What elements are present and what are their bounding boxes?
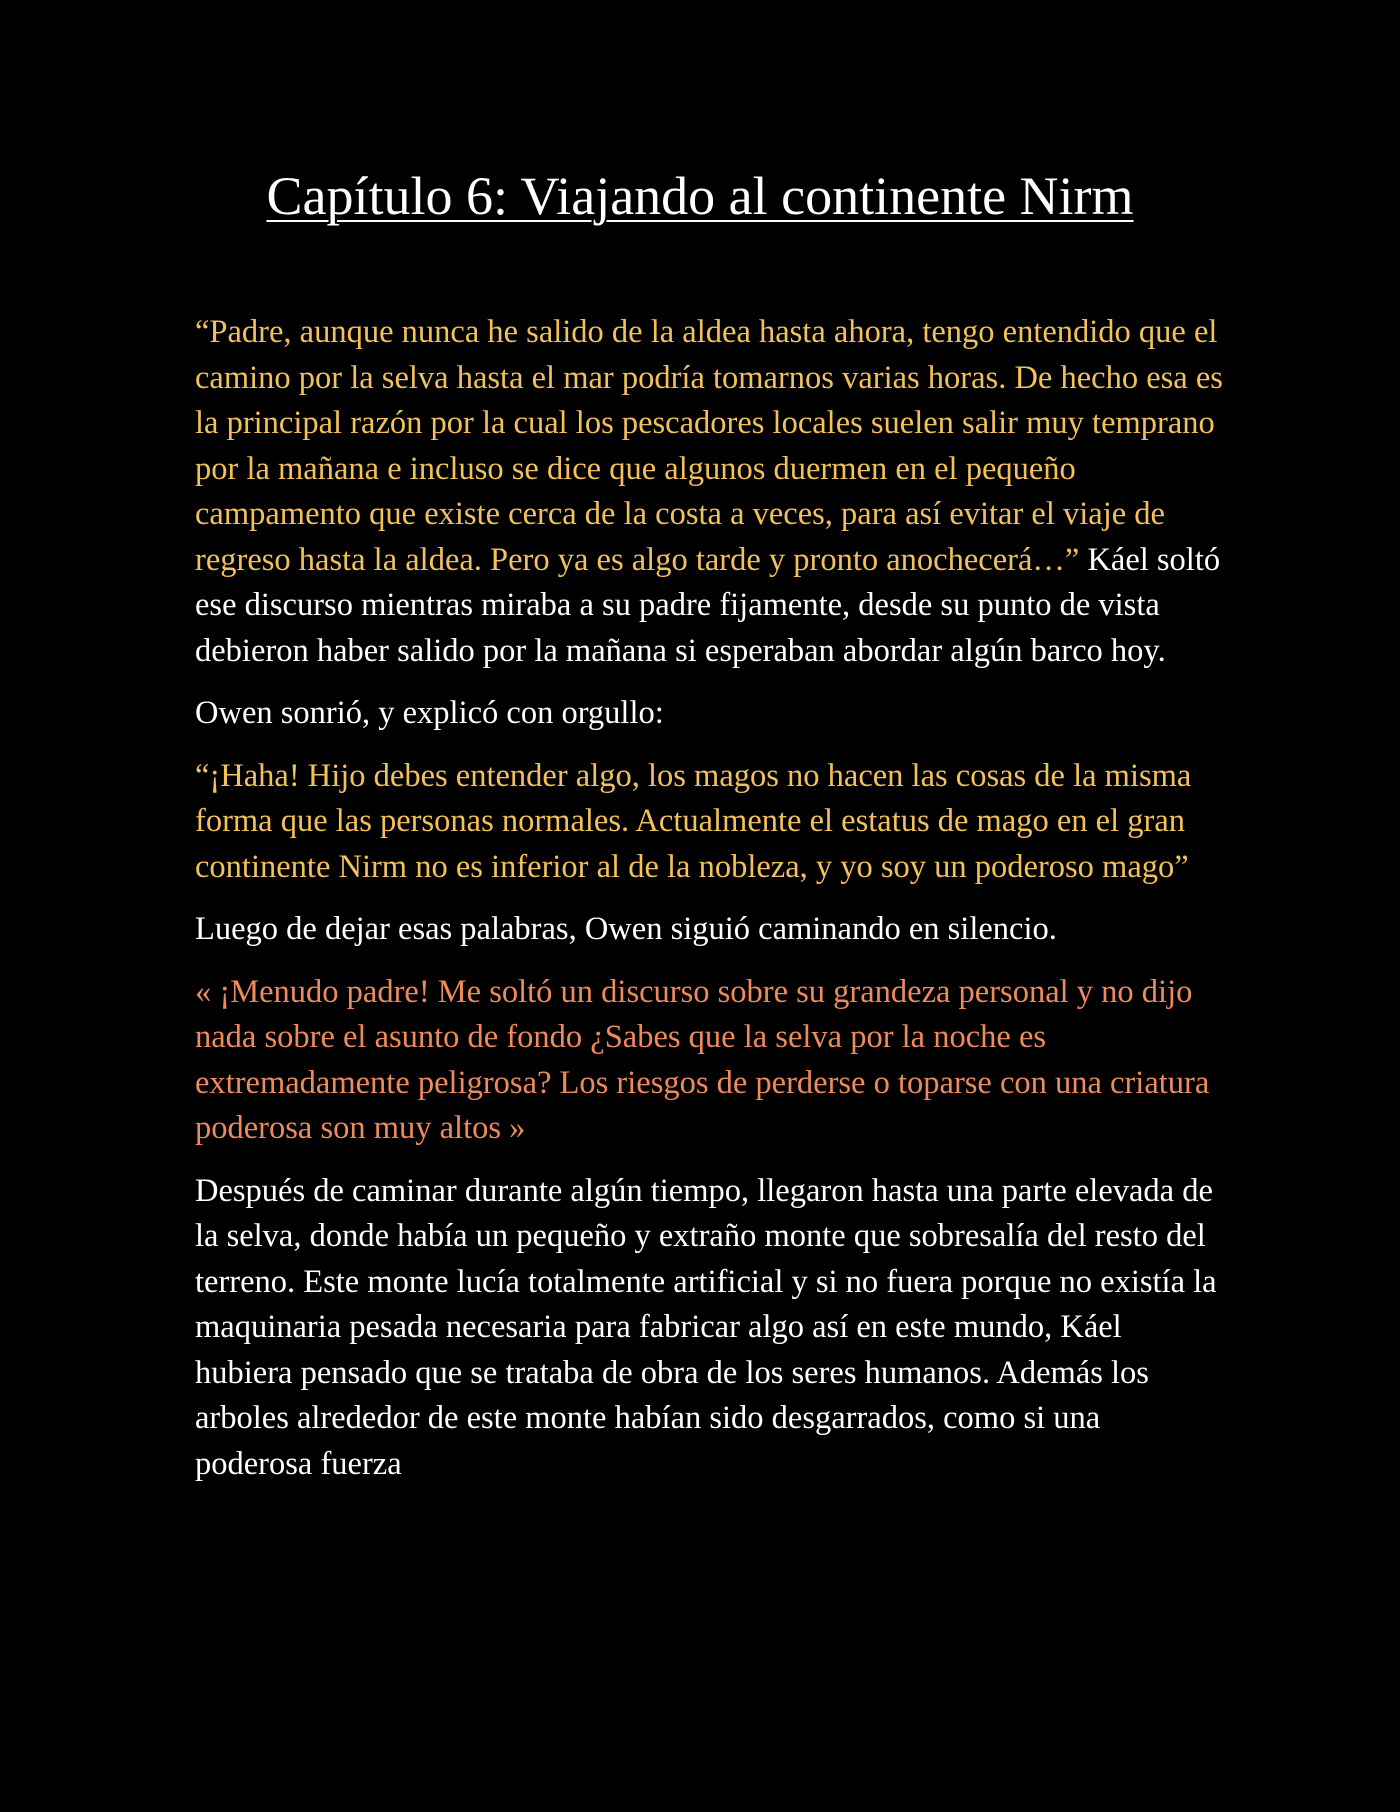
inner-thought-kael: « ¡Menudo padre! Me soltó un discurso sobre su grandeza personal y no dijo nada sobre el asunto de fondo ¿Sabes que la selva por la noche es extremadamente peligrosa? Los riesgos de perderse o toparse con una criatura poderosa son muy altos »	[195, 973, 1210, 1146]
narration-text: Káel soltó ese discurso mientras miraba a su padre fijamente, desde su punto de vista debieron haber salido por la mañana si esperaban abordar algún barco hoy.	[195, 541, 1221, 669]
paragraph-2	[195, 691, 1225, 737]
narration-text: Luego de dejar esas palabras, Owen siguió caminando en silencio.	[195, 911, 1057, 947]
paragraph-1	[195, 310, 1225, 674]
chapter-body	[195, 310, 1225, 1504]
paragraph-5	[195, 970, 1225, 1152]
paragraph-4	[195, 907, 1225, 953]
narration-text: Owen sonrió, y explicó con orgullo:	[195, 695, 664, 731]
dialogue-owen: “¡Haha! Hijo debes entender algo, los magos no hacen las cosas de la misma forma que las personas normales. Actualmente el estatus de mago en el gran continente Nirm no es inferior al de la nobleza, y yo soy un poderoso mago”	[195, 757, 1192, 885]
paragraph-6	[195, 1169, 1225, 1488]
chapter-title: Capítulo 6: Viajando al continente Nirm	[266, 166, 1134, 226]
narration-text: Después de caminar durante algún tiempo, llegaron hasta una parte elevada de la selva, donde había un pequeño y extraño monte que sobresalía del resto del terreno. Este monte lucía totalmente artificial y si no fuera porque no existía la maquinaria pesada necesaria para fabricar algo así en este mundo, Káel hubiera pensado que se trataba de obra de los seres humanos. Además los arboles alrededor de este monte habían sido desgarrados, como si una poderosa fuerza	[195, 1172, 1217, 1482]
paragraph-3	[195, 754, 1225, 891]
dialogue-kael: “Padre, aunque nunca he salido de la aldea hasta ahora, tengo entendido que el camino por la selva hasta el mar podría tomarnos varias horas. De hecho esa es la principal razón por la cual los pescadores locales suelen salir muy temprano por la mañana e incluso se dice que algunos duermen en el pequeño campamento que existe cerca de la costa a veces, para así evitar el viaje de regreso hasta la aldea. Pero ya es algo tarde y pronto anochecerá…”	[195, 314, 1223, 578]
